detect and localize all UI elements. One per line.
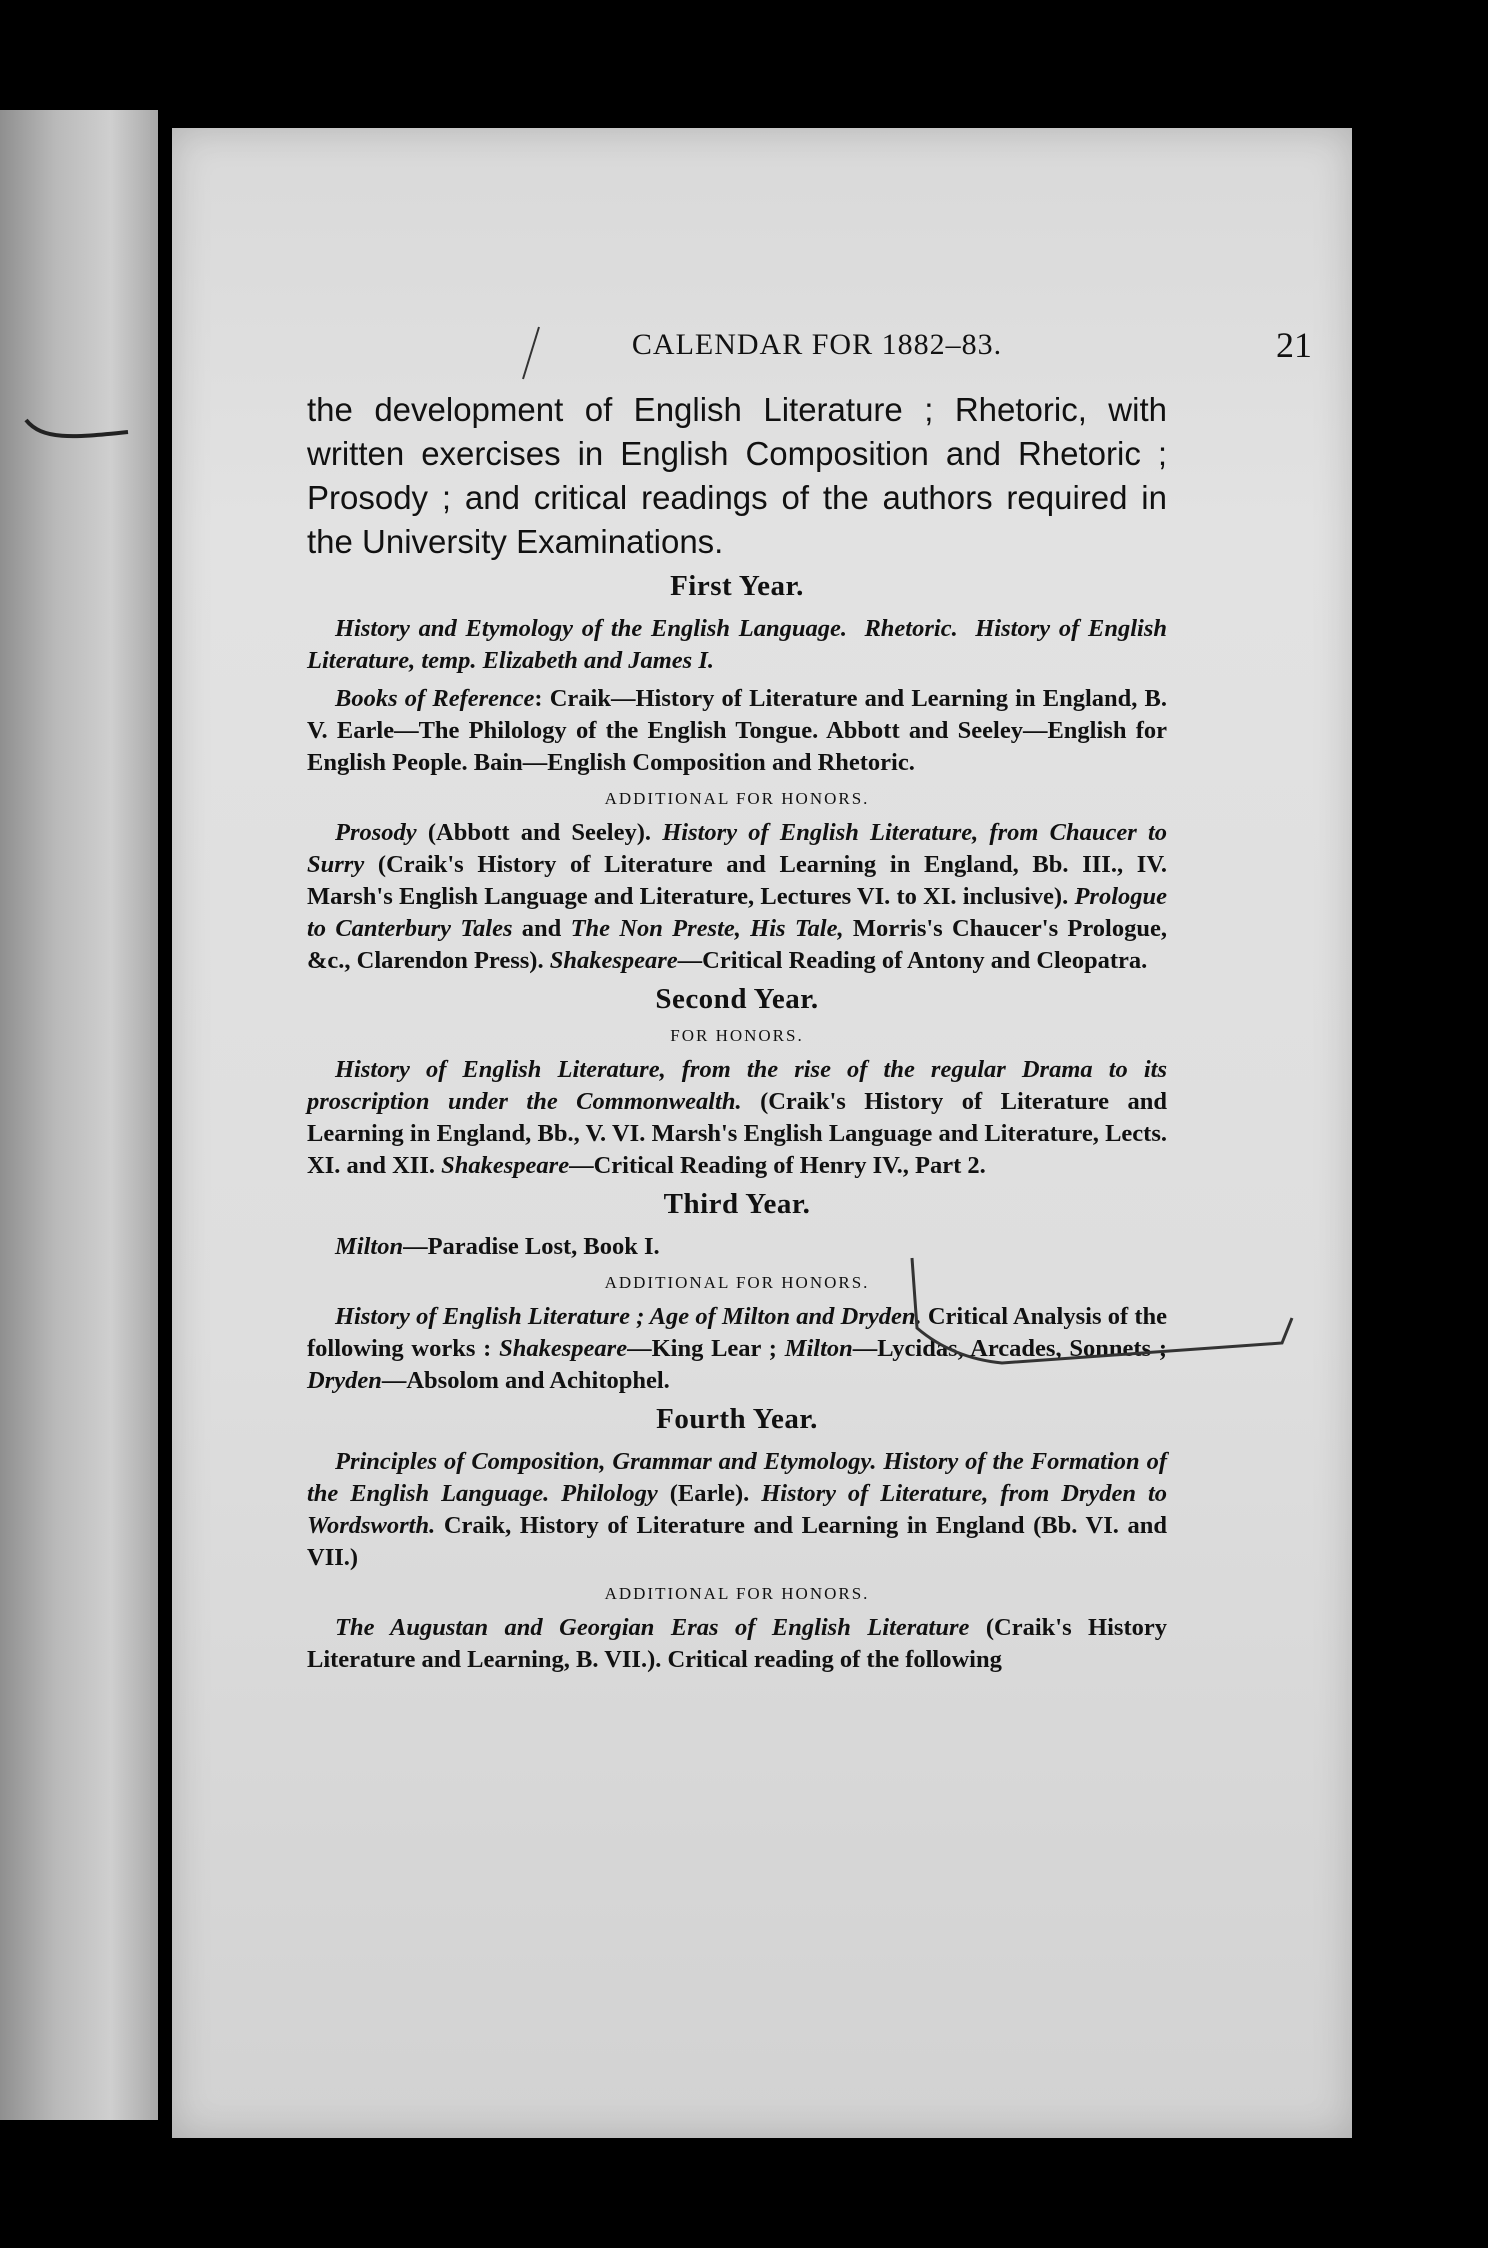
- third-year-paragraph: [307, 1231, 1167, 1263]
- second-year-italic: Shakespeare: [441, 1152, 570, 1179]
- first-year-honors-heading: ADDITIONAL FOR HONORS.: [604, 789, 870, 808]
- fourth-year-text: (Earle).: [657, 1480, 762, 1507]
- second-year-italic: History of English Literature, from the rise of the regular Drama to its proscription under the Commonwealth.: [307, 1056, 1167, 1115]
- fourth-year-italic: Principles of Composition, Grammar and Etymology. History of the Formation of the English Language. Philology: [307, 1448, 1167, 1507]
- second-year-text: (Craik's History of Literature and Learning in England, Bb., V. VI. Marsh's English Language and Literature, Lects. XI. and XII.: [307, 1088, 1167, 1179]
- running-title: CALENDAR FOR 1882–83.: [631, 328, 1003, 361]
- second-year-paragraph: [307, 1054, 1167, 1182]
- second-year-honors-heading: FOR HONORS.: [670, 1026, 804, 1045]
- honors-text: (Abbott and Seeley).: [416, 819, 663, 846]
- first-year-references: [307, 683, 1167, 779]
- fourth-year-text: Craik, History of Literature and Learning in England (Bb. VI. and VII.): [307, 1512, 1167, 1571]
- third-year-italic: History of English Literature ; Age of Milton and Dryden.: [335, 1303, 922, 1330]
- third-year-text: —King Lear ;: [627, 1335, 785, 1362]
- references-text: : Craik—History of Literature and Learning in England, B. V. Earle—The Philology of the English Tongue. Abbott and Seeley—English for English People. Bain—English Composition and Rhetoric.: [307, 685, 1167, 776]
- intro-paragraph: the development of English Literature ; Rhetoric, with written exercises in English Composition and Rhetoric ; Prosody ; and critical readings of the authors required in the University Examinations.: [307, 391, 1167, 560]
- honors-italic: Prologue to Canterbury Tales: [307, 883, 1167, 942]
- honors-text: and: [512, 915, 571, 942]
- honors-text: —Critical Reading of Antony and Cleopatra.: [677, 947, 1148, 974]
- facing-page-edge: [0, 110, 158, 2120]
- third-year-text: —Lycidas, Arcades, Sonnets ;: [852, 1335, 1167, 1362]
- first-year-heading: First Year.: [670, 570, 804, 602]
- third-year-text: Critical Analysis of the following works :: [307, 1303, 1167, 1362]
- page-number: 21: [1276, 325, 1312, 365]
- second-year-text: —Critical Reading of Henry IV., Part 2.: [569, 1152, 986, 1179]
- third-year-heading: Third Year.: [663, 1188, 811, 1220]
- course-history-literature: History of English Literature, temp. Elizabeth and James I.: [307, 615, 1168, 674]
- honors-italic: Shakespeare: [549, 947, 678, 974]
- references-label: Books of Reference: [335, 685, 535, 712]
- first-year-honors-paragraph: [307, 817, 1167, 977]
- third-year-honors-paragraph: [307, 1301, 1167, 1397]
- fourth-year-honors-heading: ADDITIONAL FOR HONORS.: [604, 1584, 870, 1603]
- third-year-italic: Milton: [335, 1233, 404, 1260]
- honors-prosody: Prosody: [335, 819, 417, 846]
- honors-italic: The Non Preste, His Tale,: [570, 915, 844, 942]
- third-year-italic: Milton: [784, 1335, 853, 1362]
- honors-text: Morris's Chaucer's Prologue, &c., Clarendon Press).: [307, 915, 1167, 974]
- honors-text: (Craik's History of Literature and Learning in England, Bb. III., IV. Marsh's English Language and Literature, Lectures VI. to XI. inclusive).: [307, 851, 1167, 910]
- fourth-year-paragraph: [307, 1446, 1167, 1574]
- fourth-year-heading: Fourth Year.: [656, 1403, 818, 1435]
- third-year-italic: Dryden: [307, 1367, 382, 1394]
- first-year-courses: [307, 613, 1167, 677]
- fourth-year-italic: History of Literature, from Dryden to Wordsworth.: [307, 1480, 1168, 1539]
- honors-italic: History of English Literature, from Chaucer to Surry: [307, 819, 1167, 878]
- third-year-text: —Absolom and Achitophel.: [381, 1367, 670, 1394]
- page-body: [307, 388, 1167, 1682]
- course-rhetoric: Rhetoric.: [864, 615, 958, 642]
- course-history-etymology: History and Etymology of the English Language.: [335, 615, 847, 642]
- third-year-honors-heading: ADDITIONAL FOR HONORS.: [604, 1273, 870, 1292]
- running-head: [312, 318, 1352, 378]
- third-year-text: —Paradise Lost, Book I.: [403, 1233, 660, 1260]
- fourth-year-text: (Craik's History Literature and Learning, B. VII.). Critical reading of the following: [307, 1614, 1167, 1673]
- pencil-mark-icon: [22, 410, 132, 450]
- second-year-heading: Second Year.: [655, 983, 819, 1015]
- book-page: [172, 128, 1352, 2138]
- third-year-italic: Shakespeare: [499, 1335, 628, 1362]
- fourth-year-italic: The Augustan and Georgian Eras of English Literature: [335, 1614, 970, 1641]
- fourth-year-honors-paragraph: [307, 1612, 1167, 1676]
